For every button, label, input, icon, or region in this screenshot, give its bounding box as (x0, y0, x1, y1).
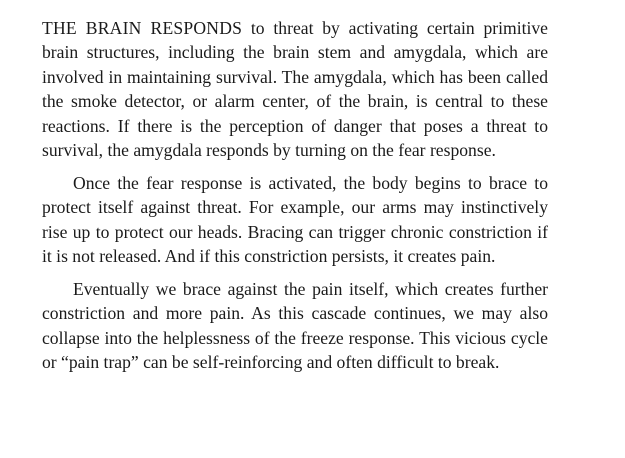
paragraph-1-text: to threat by activating certain primitive brain structures, including the brain stem and amygdala, which are involved in maintaining survival. The amygdala, which has been called the smoke detector, or alarm center, of the brain, is central to these reactions. If there is the perception of danger that poses a threat to survival, the amygdala responds by turning on the fear response. (42, 18, 548, 161)
document-page (42, 16, 548, 375)
paragraph-3: Eventually we brace against the pain itself, which creates further constriction and more pain. As this cascade continues, we may also collapse into the helplessness of the freeze response. This vicious cycle or “pain trap” can be self-reinforcing and often difficult to break. (42, 279, 548, 373)
paragraph-1 (42, 16, 548, 162)
paragraph-2: Once the fear response is activated, the body begins to brace to protect itself against threat. For example, our arms may instinctively rise up to protect our heads. Bracing can trigger chronic constriction if it is not released. And if this constriction persists, it creates pain. (42, 172, 548, 267)
paragraph-lead-in: THE BRAIN RESPONDS (42, 18, 243, 38)
